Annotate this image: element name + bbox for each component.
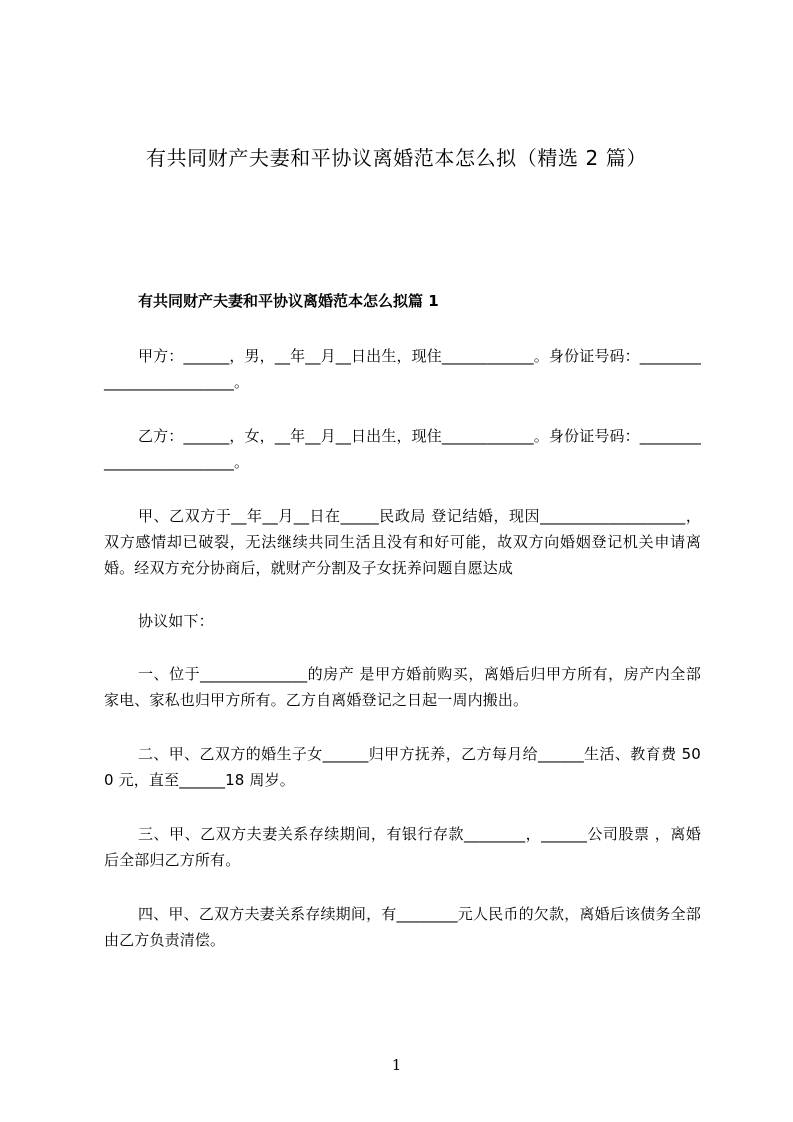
paragraph-clause-3: 三、甲、乙双方夫妻关系存续期间，有银行存款________，______公司股票 ，离婚后全部归乙方所有。 bbox=[104, 825, 701, 869]
paragraph-clause-4: 四、甲、乙双方夫妻关系存续期间，有________元人民币的欠款，离婚后该债务全部由乙方负责清偿。 bbox=[104, 905, 701, 949]
page-number: 1 bbox=[391, 1056, 402, 1074]
paragraph-clause-2: 二、甲、乙双方的婚生子女______归甲方抚养，乙方每月给______生活、教育费 500 元，直至______18 周岁。 bbox=[104, 745, 701, 789]
paragraph-marriage-background: 甲、乙双方于__年__月__日在_____民政局 登记结婚，现因___________________，双方感情却已破裂，无法继续共同生活且没有和好可能，故双方向婚姻登记机关申请离婚。经双方充分协商后，就财产分割及子女抚养问题自愿达成 bbox=[104, 507, 701, 577]
paragraph-party-a: 甲方：______，男，__年__月__日出生，现住____________。身份证号码：_________________________。 bbox=[104, 347, 701, 391]
section-heading: 有共同财产夫妻和平协议离婚范本怎么拟篇 1 bbox=[138, 292, 439, 310]
document-title: 有共同财产夫妻和平协议离婚范本怎么拟（精选 2 篇） bbox=[145, 146, 648, 170]
paragraph-party-b: 乙方：______，女，__年__月__日出生，现住____________。身份证号码：_________________________。 bbox=[104, 427, 701, 471]
paragraph-clause-1: 一、位于______________的房产 是甲方婚前购买，离婚后归甲方所有，房产内全部家电、家私也归甲方所有。乙方自离婚登记之日起一周内搬出。 bbox=[104, 665, 701, 709]
paragraph-agreement-intro: 协议如下： bbox=[138, 612, 214, 630]
